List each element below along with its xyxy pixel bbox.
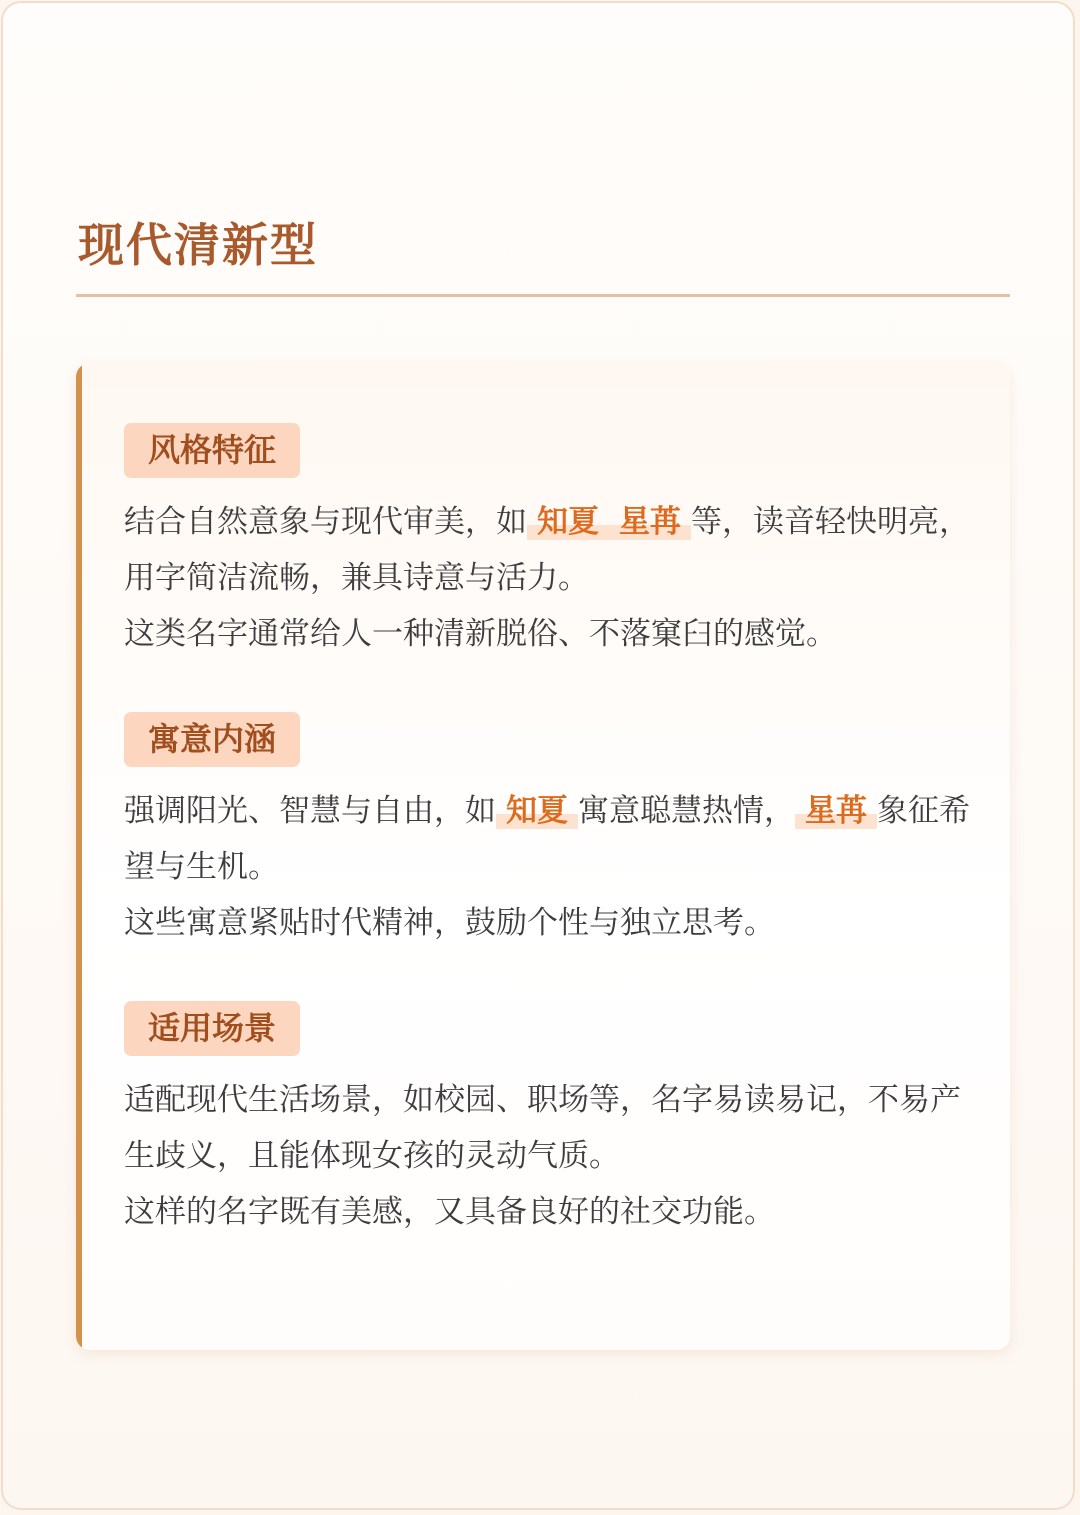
section-meaning — [124, 712, 984, 951]
section-heading-tag: 寓意内涵 — [124, 712, 300, 767]
highlight-name: 知夏 — [527, 504, 609, 540]
page-title: 现代清新型 — [78, 218, 318, 272]
title-divider — [76, 294, 1010, 297]
section-scenarios — [124, 1001, 984, 1240]
paragraph — [124, 494, 984, 606]
text: 等，读音轻快明亮，用字简洁流畅，兼具诗意与活力。 — [124, 504, 970, 596]
text: 象征希望与生机。 — [124, 793, 970, 885]
text: 寓意聪慧热情， — [578, 793, 795, 829]
paragraph: 这样的名字既有美感，又具备良好的社交功能。 — [124, 1194, 775, 1230]
paragraph: 适配现代生活场景，如校园、职场等，名字易读易记，不易产生歧义，且能体现女孩的灵动气质。 — [124, 1082, 961, 1174]
section-body — [124, 783, 984, 951]
text: 强调阳光、智慧与自由，如 — [124, 793, 496, 829]
text: 结合自然意象与现代审美，如 — [124, 504, 527, 540]
highlight-name: 星苒 — [795, 793, 877, 829]
section-body — [124, 494, 984, 662]
section-body — [124, 1072, 984, 1240]
section-heading-tag: 适用场景 — [124, 1001, 300, 1056]
highlight-name: 知夏 — [496, 793, 578, 829]
section-heading-tag: 风格特征 — [124, 423, 300, 478]
section-style — [124, 423, 984, 662]
content-card — [76, 363, 1010, 1350]
card-accent-bar — [76, 363, 82, 1350]
paragraph: 这些寓意紧贴时代精神，鼓励个性与独立思考。 — [124, 905, 775, 941]
paragraph: 这类名字通常给人一种清新脱俗、不落窠臼的感觉。 — [124, 616, 837, 652]
page-frame — [1, 1, 1075, 1510]
paragraph — [124, 783, 984, 895]
highlight-name: 星苒 — [609, 504, 691, 540]
